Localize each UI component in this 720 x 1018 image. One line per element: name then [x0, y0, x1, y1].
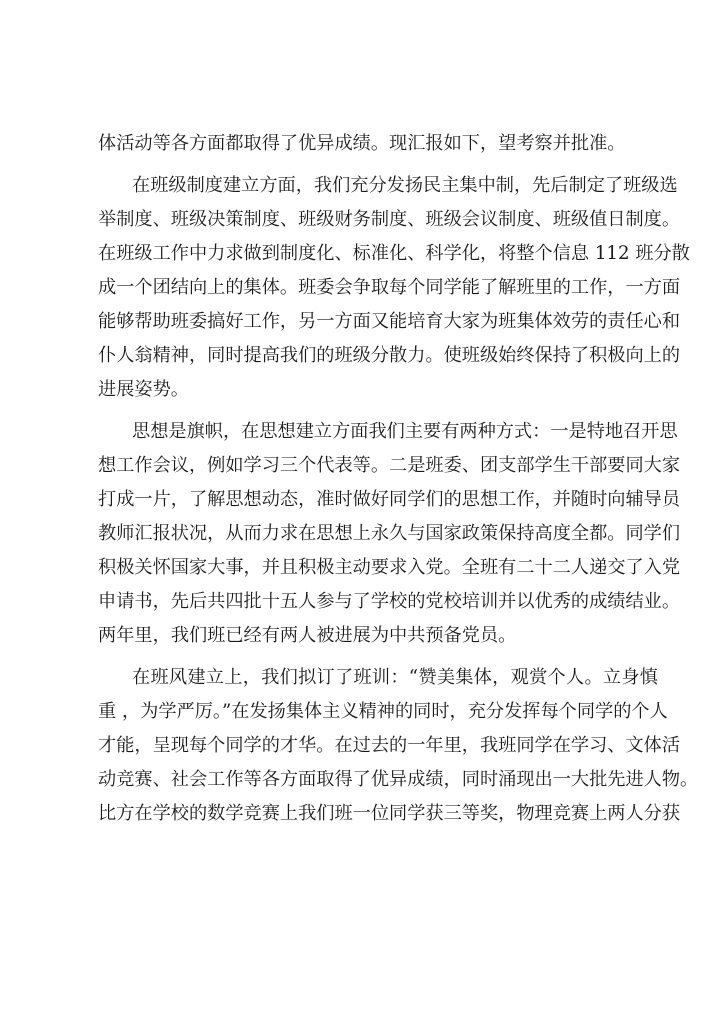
- text-line: 比方在学校的数学竞赛上我们班一位同学获三等奖，物理竞赛上两人分获: [98, 803, 681, 824]
- text-line: 重 ，为学严厉。”在发扬集体主义精神的同时，充分发挥每个同学的个人: [98, 701, 668, 722]
- text-line: 教师汇报状况，从而力求在思想上永久与国家政策保持高度全都。同学们: [98, 523, 681, 544]
- text-line: 想工作会议，例如学习三个代表等。二是班委、团支部学生干部要同大家: [98, 455, 681, 476]
- text-line: 申请书，先后共四批十五人参与了学校的党校培训并以优秀的成绩结业。: [98, 591, 681, 612]
- text-line: 仆人翁精神，同时提高我们的班级分散力。使班级始终保持了积极向上的: [98, 345, 681, 366]
- text-line: 进展姿势。: [98, 379, 189, 400]
- text-line: 体活动等各方面都取得了优异成绩。现汇报如下，望考察并批准。: [98, 133, 626, 154]
- text-line: 才能，呈现每个同学的才华。在过去的一年里，我班同学在学习、文体活: [98, 735, 681, 756]
- text-line: 动竞赛、社会工作等各方面取得了优异成绩，同时涌现出一大批先进人物。: [98, 769, 699, 790]
- text-line: 两年里，我们班已经有两人被进展为中共预备党员。: [98, 625, 517, 646]
- paragraph-first-line: 思想是旗帜，在思想建立方面我们主要有两种方式：一是特地召开思: [132, 421, 678, 442]
- text-line: 在班级工作中力求做到制度化、标准化、科学化，将整个信息 112 班分散: [98, 243, 690, 264]
- text-line: 成一个团结向上的集体。班委会争取每个同学能了解班里的工作，一方面: [98, 277, 681, 298]
- text-line: 打成一片，了解思想动态，准时做好同学们的思想工作，并随时向辅导员: [98, 489, 681, 510]
- text-line: 积极关怀国家大事，并且积极主动要求入党。全班有二十二人递交了入党: [98, 557, 681, 578]
- paragraph-first-line: 在班风建立上，我们拟订了班训：“赞美集体，观赏个人。立身慎: [132, 667, 658, 688]
- paragraph-first-line: 在班级制度建立方面，我们充分发扬民主集中制，先后制定了班级选: [132, 175, 678, 196]
- text-line: 能够帮助班委搞好工作，另一方面又能培育大家为班集体效劳的责任心和: [98, 311, 681, 332]
- text-line: 举制度、班级决策制度、班级财务制度、班级会议制度、班级值日制度。: [98, 209, 681, 230]
